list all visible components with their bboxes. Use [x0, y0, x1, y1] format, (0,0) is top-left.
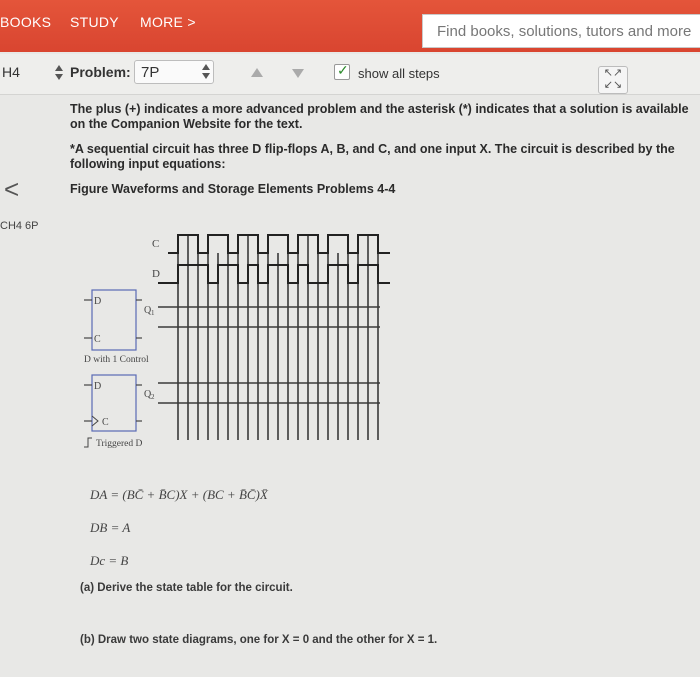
ff-d-label: D	[94, 381, 102, 392]
ff-c-label: C	[102, 417, 109, 428]
checkmark-icon: ✓	[337, 62, 349, 78]
equation-da: DA = (BC̄ + B̄C)X + (BC + B̄C̄)X̄	[90, 487, 268, 502]
figure-title: Figure Waveforms and Storage Elements Problems 4-4	[70, 182, 396, 196]
signal-c-label: C	[152, 238, 160, 250]
waveform-figure	[80, 225, 400, 455]
data-waveform	[158, 265, 390, 283]
previous-problem-label[interactable]: CH4 6P	[0, 220, 39, 232]
chapter-select[interactable]: H4	[2, 64, 20, 80]
latch-q-label: Q	[144, 305, 152, 316]
d-latch-symbol	[84, 290, 155, 365]
question-part-b: (b) Draw two state diagrams, one for X = 0 and the other for X = 1.	[80, 634, 438, 646]
latch-d-label: D	[94, 296, 102, 307]
problem-value: 7P	[141, 64, 160, 81]
latch-caption: D with 1 Control	[84, 355, 149, 365]
problem-select[interactable]	[134, 60, 214, 84]
show-steps-checkbox[interactable]	[334, 64, 350, 80]
problem-updown-icon	[201, 64, 211, 80]
ff-q-label: Q	[144, 389, 152, 400]
question-part-a: (a) Derive the state table for the circuit.	[80, 582, 293, 594]
expand-button[interactable]	[598, 66, 628, 94]
top-nav-bar	[0, 0, 700, 52]
clock-waveform	[168, 235, 390, 253]
next-problem-icon[interactable]	[292, 69, 304, 78]
nav-more[interactable]: MORE >	[140, 14, 196, 30]
search-placeholder: Find books, solutions, tutors and more	[437, 23, 692, 40]
latch-c-label: C	[94, 334, 101, 345]
equation-db: DB = A	[90, 520, 131, 535]
show-steps-label: show all steps	[358, 66, 440, 81]
search-input[interactable]	[422, 14, 700, 48]
ff-caption: Triggered D	[96, 439, 143, 449]
signal-d-label: D	[152, 268, 160, 280]
problem-toolbar	[0, 54, 700, 95]
problem-label: Problem:	[70, 64, 131, 80]
expand-icon: ↖↗ ↙↘	[603, 67, 623, 91]
previous-problem-icon[interactable]	[251, 68, 263, 77]
chapter-updown-icon[interactable]	[54, 65, 64, 81]
problem-intro: The plus (+) indicates a more advanced problem and the asterisk (*) indicates that a solution is available on the Companion Website for the text.	[70, 102, 689, 131]
edge-triggered-ff-symbol	[84, 375, 155, 449]
back-chevron-icon[interactable]: <	[4, 174, 20, 204]
nav-study[interactable]: STUDY	[70, 14, 119, 30]
problem-statement: *A sequential circuit has three D flip-flops A, B, and C, and one input X. The circuit is described by the following input equations:	[70, 142, 675, 171]
problem-content	[70, 102, 695, 196]
equation-dc: Dc = B	[90, 553, 129, 568]
nav-books[interactable]: BOOKS	[0, 14, 52, 30]
ff-q-subscript: 2	[151, 393, 155, 401]
latch-q-subscript: 1	[151, 309, 155, 317]
